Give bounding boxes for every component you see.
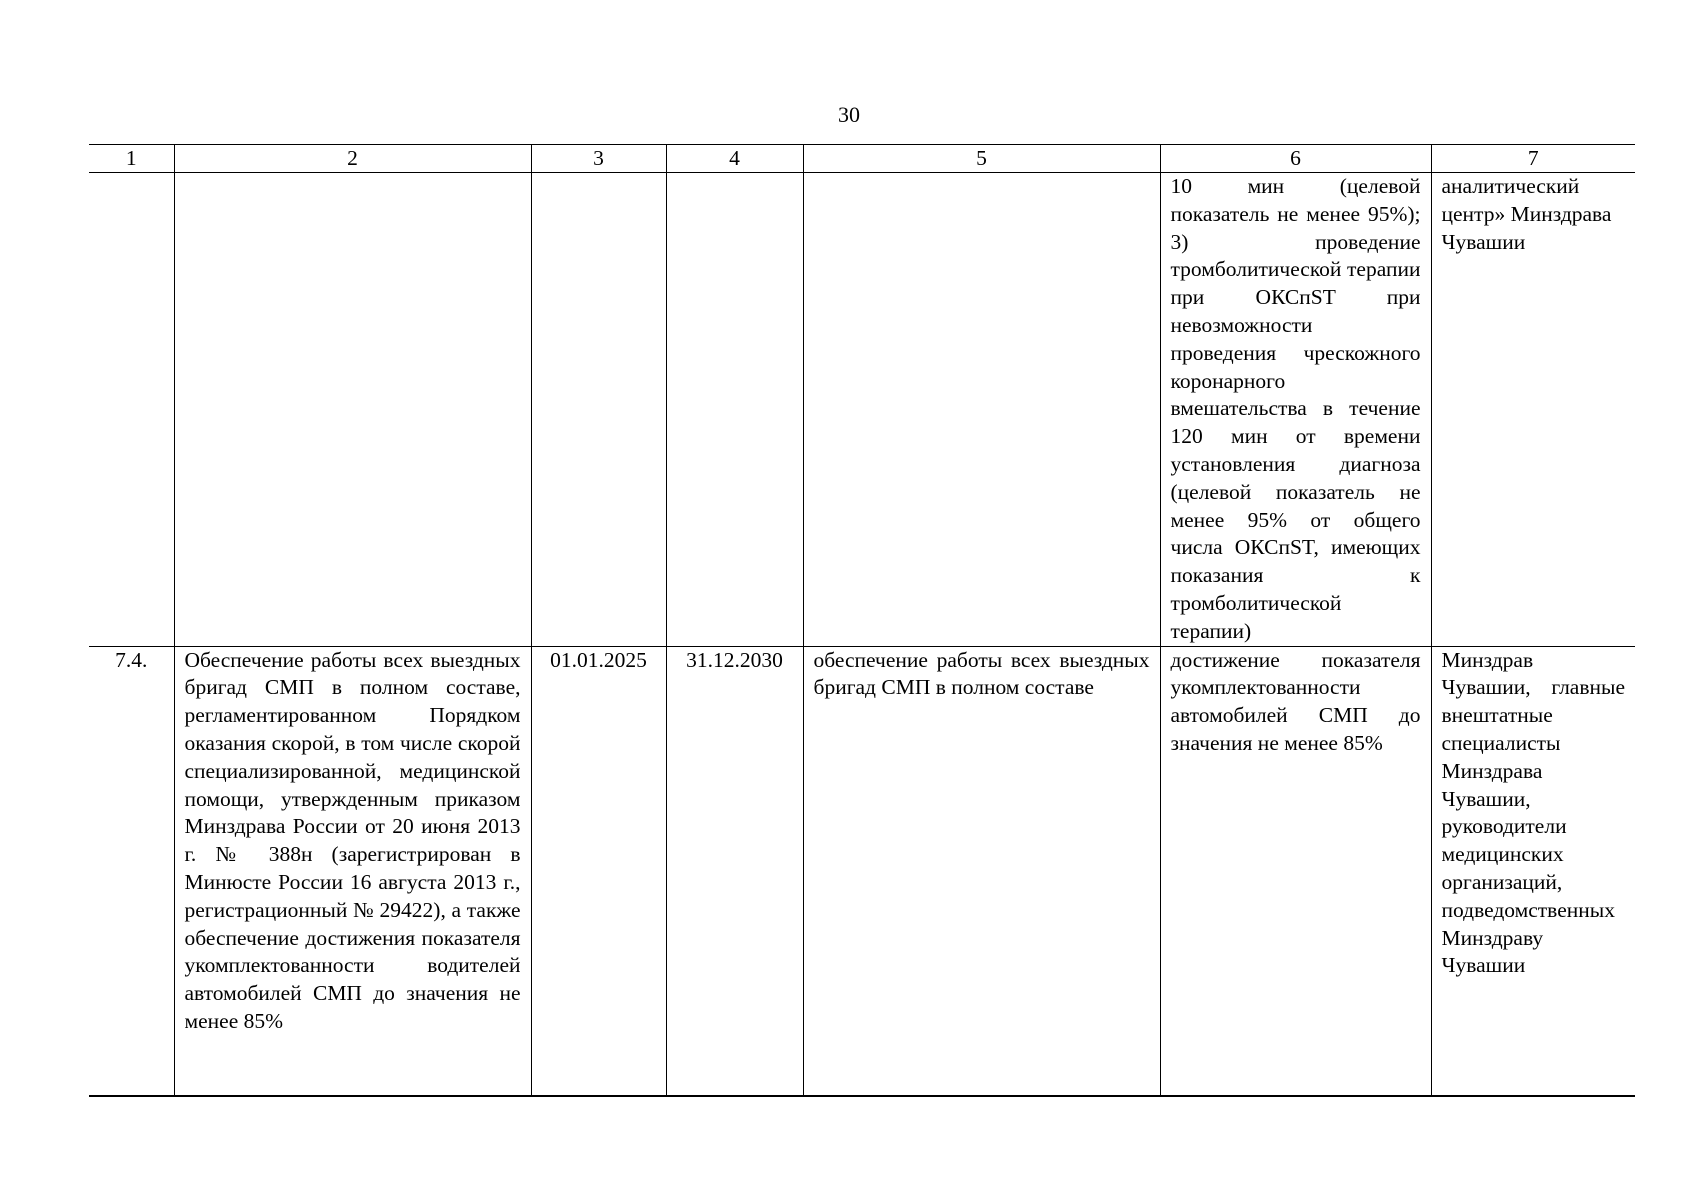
table-row-7-4 xyxy=(89,646,1635,1096)
column-number-7: 7 xyxy=(1431,145,1635,173)
plan-table xyxy=(89,144,1635,1097)
cell-result: обеспечение работы всех выездных бригад СМП в полном составе xyxy=(803,646,1160,1096)
column-number-6: 6 xyxy=(1160,145,1431,173)
column-number-5: 5 xyxy=(803,145,1160,173)
column-number-4: 4 xyxy=(666,145,803,173)
cell-responsible: Минздрав Чувашии, главные внештатные специалисты Минздрава Чувашии, руководители медицинских организаций, подведомственных Минздраву Чувашии xyxy=(1431,646,1635,1096)
cell-empty-4 xyxy=(666,173,803,647)
page-number: 30 xyxy=(838,102,860,127)
column-number-2: 2 xyxy=(174,145,531,173)
cell-indicator-continued: 10 мин (целевой показатель не менее 95%); 3) проведение тромболитической терапии при ОКСпST при невозможности проведения чрескожного коронарного вмешательства в течение 120 мин от времени установления диагноза (целевой показатель не менее 95% от общего числа ОКСпST, имеющих показания к тромболитической терапии) xyxy=(1160,173,1431,647)
cell-item-number: 7.4. xyxy=(89,646,174,1096)
cell-indicator: достижение показателя укомплектованности автомобилей СМП до значения не менее 85% xyxy=(1160,646,1431,1096)
cell-empty-1 xyxy=(89,173,174,647)
cell-responsible-continued: аналитический центр» Минздрава Чувашии xyxy=(1431,173,1635,647)
cell-empty-3 xyxy=(531,173,666,647)
cell-empty-5 xyxy=(803,173,1160,647)
column-number-1: 1 xyxy=(89,145,174,173)
cell-end-date: 31.12.2030 xyxy=(666,646,803,1096)
cell-measure: Обеспечение работы всех выездных бригад СМП в полном составе, регламентированном Порядком оказания скорой, в том числе скорой специализированной, медицинской помощи, утвержденным приказом Минздрава России от 20 июня 2013 г. № 388н (зарегистрирован в Минюсте России 16 августа 2013 г., регистрационный № 29422), а также обеспечение достижения показателя укомплектованности водителей автомобилей СМП до значения не менее 85% xyxy=(174,646,531,1096)
column-number-3: 3 xyxy=(531,145,666,173)
cell-empty-2 xyxy=(174,173,531,647)
column-number-row xyxy=(89,145,1635,173)
cell-start-date: 01.01.2025 xyxy=(531,646,666,1096)
table-row-continued xyxy=(89,173,1635,647)
